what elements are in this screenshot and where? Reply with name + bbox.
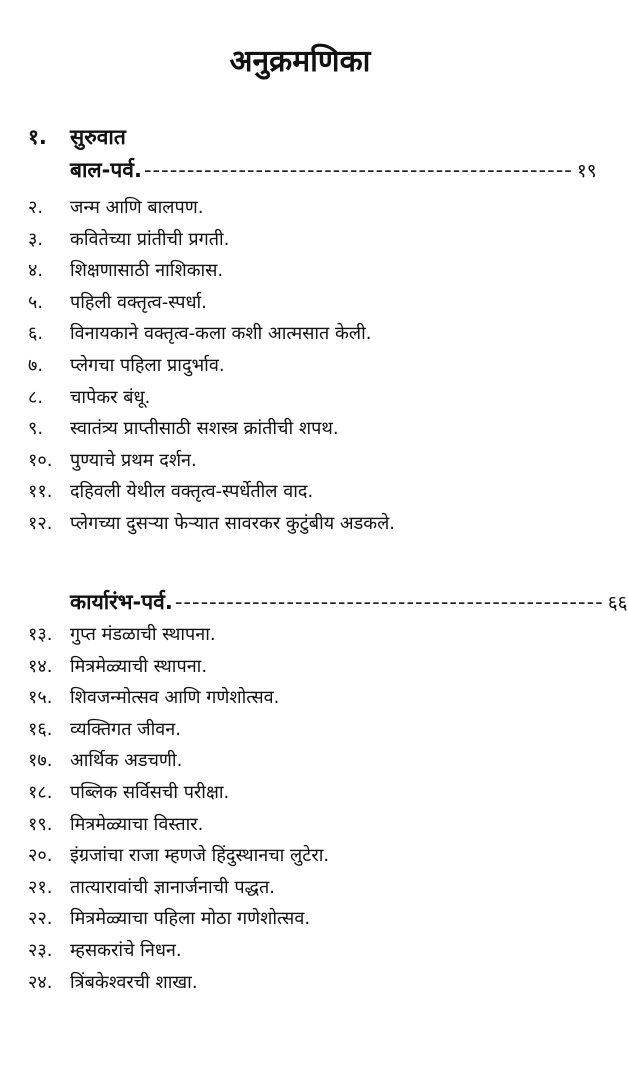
chapter-title: प्लेगच्या दुसऱ्या फेऱ्यात सावरकर कुटुंबीय अडकले. bbox=[70, 512, 396, 534]
chapter-item bbox=[28, 350, 395, 382]
part-number: १. bbox=[28, 125, 47, 149]
section-page-number: १९ bbox=[576, 160, 597, 182]
chapter-title: कवितेच्या प्रांतीची प्रगती. bbox=[70, 228, 230, 250]
chapter-title: गुप्त मंडळाची स्थापना. bbox=[70, 624, 216, 645]
chapter-title: आर्थिक अडचणी. bbox=[70, 750, 183, 772]
chapter-list-karyarambh-parva bbox=[28, 619, 329, 998]
part-heading bbox=[28, 122, 126, 152]
chapter-number: ५. bbox=[28, 291, 44, 313]
section-name: बाल-पर्व. bbox=[70, 158, 142, 182]
dot-leader: -------------------------------------------------- bbox=[143, 158, 573, 182]
chapter-item bbox=[28, 508, 395, 540]
chapter-title: पहिली वक्तृत्व-स्पर्धा. bbox=[70, 291, 207, 313]
chapter-number: २२. bbox=[28, 908, 53, 930]
chapter-item bbox=[28, 840, 329, 872]
chapter-item bbox=[28, 413, 395, 445]
chapter-title: मित्रमेळ्याची स्थापना. bbox=[70, 655, 208, 677]
chapter-number: २४. bbox=[28, 971, 53, 993]
section-heading-bal-parva bbox=[70, 155, 597, 186]
page-title: अनुक्रमणिका bbox=[229, 44, 371, 79]
chapter-item bbox=[28, 682, 329, 714]
section-page-number: ६६ bbox=[607, 592, 628, 614]
chapter-number: १०. bbox=[28, 449, 53, 471]
chapter-title: पब्लिक सर्विसची परीक्षा. bbox=[70, 781, 230, 803]
chapter-number: २१. bbox=[28, 876, 53, 898]
chapter-list-bal-parva bbox=[28, 192, 395, 540]
chapter-number: १५. bbox=[28, 687, 53, 709]
chapter-title: जन्म आणि बालपण. bbox=[70, 197, 204, 218]
chapter-item bbox=[28, 714, 329, 746]
chapter-title: चापेकर बंधू. bbox=[70, 386, 151, 408]
chapter-title: शिवजन्मोत्सव आणि गणेशोत्सव. bbox=[70, 687, 280, 709]
chapter-number: ८. bbox=[28, 386, 44, 408]
chapter-item bbox=[28, 872, 329, 904]
chapter-title: त्रिंबकेश्वरची शाखा. bbox=[70, 971, 198, 993]
section-name: कार्यारंभ-पर्व. bbox=[70, 590, 173, 614]
chapter-item bbox=[28, 809, 329, 841]
chapter-number: १२. bbox=[28, 512, 53, 534]
chapter-title: मित्रमेळ्याचा विस्तार. bbox=[70, 813, 204, 835]
chapter-title: म्हसकरांचे निधन. bbox=[70, 939, 182, 961]
chapter-item bbox=[28, 192, 395, 224]
section-heading-karyarambh-parva bbox=[70, 587, 628, 618]
chapter-item bbox=[28, 651, 329, 683]
chapter-title: दहिवली येथील वक्तृत्व-स्पर्धेतील वाद. bbox=[70, 481, 314, 503]
chapter-title: प्लेगचा पहिला प्रादुर्भाव. bbox=[70, 354, 225, 376]
chapter-item bbox=[28, 287, 395, 319]
chapter-number: २३. bbox=[28, 939, 53, 961]
chapter-title: मित्रमेळ्याचा पहिला मोठा गणेशोत्सव. bbox=[70, 908, 311, 930]
chapter-title: शिक्षणासाठी नाशिकास. bbox=[70, 260, 224, 282]
chapter-item bbox=[28, 318, 395, 350]
chapter-title: स्वातंत्र्य प्राप्तीसाठी सशस्त्र क्रांतीची शपथ. bbox=[70, 418, 339, 440]
chapter-title: व्यक्तिगत जीवन. bbox=[70, 718, 182, 740]
chapter-number: ९. bbox=[28, 418, 44, 440]
chapter-title: विनायकाने वक्तृत्व-कला कशी आत्मसात केली. bbox=[70, 323, 372, 345]
chapter-number: १७. bbox=[28, 750, 53, 772]
chapter-title: पुण्याचे प्रथम दर्शन. bbox=[70, 449, 197, 471]
chapter-number: २०. bbox=[28, 845, 53, 867]
chapter-number: १९. bbox=[28, 813, 53, 835]
chapter-item bbox=[28, 255, 395, 287]
chapter-item bbox=[28, 967, 329, 999]
chapter-item bbox=[28, 745, 329, 777]
chapter-number: ११. bbox=[28, 481, 53, 503]
part-label: सुरुवात bbox=[70, 125, 126, 149]
chapter-item bbox=[28, 382, 395, 414]
chapter-number: १८. bbox=[28, 781, 53, 803]
chapter-number: २. bbox=[28, 197, 44, 218]
chapter-item bbox=[28, 935, 329, 967]
chapter-number: १६. bbox=[28, 718, 53, 740]
chapter-item bbox=[28, 903, 329, 935]
chapter-number: ३. bbox=[28, 228, 44, 250]
chapter-number: १४. bbox=[28, 655, 53, 677]
chapter-title: इंग्रजांचा राजा म्हणजे हिंदुस्थानचा लुटेरा. bbox=[70, 845, 330, 867]
dot-leader: -------------------------------------------------- bbox=[174, 590, 604, 614]
chapter-item bbox=[28, 619, 329, 651]
chapter-title: तात्यारावांची ज्ञानार्जनाची पद्धत. bbox=[70, 876, 276, 898]
chapter-number: १३. bbox=[28, 624, 53, 645]
chapter-item bbox=[28, 777, 329, 809]
chapter-number: ४. bbox=[28, 260, 44, 282]
chapter-number: ६. bbox=[28, 323, 44, 345]
chapter-item bbox=[28, 224, 395, 256]
chapter-item bbox=[28, 445, 395, 477]
chapter-item bbox=[28, 476, 395, 508]
chapter-number: ७. bbox=[28, 354, 44, 376]
